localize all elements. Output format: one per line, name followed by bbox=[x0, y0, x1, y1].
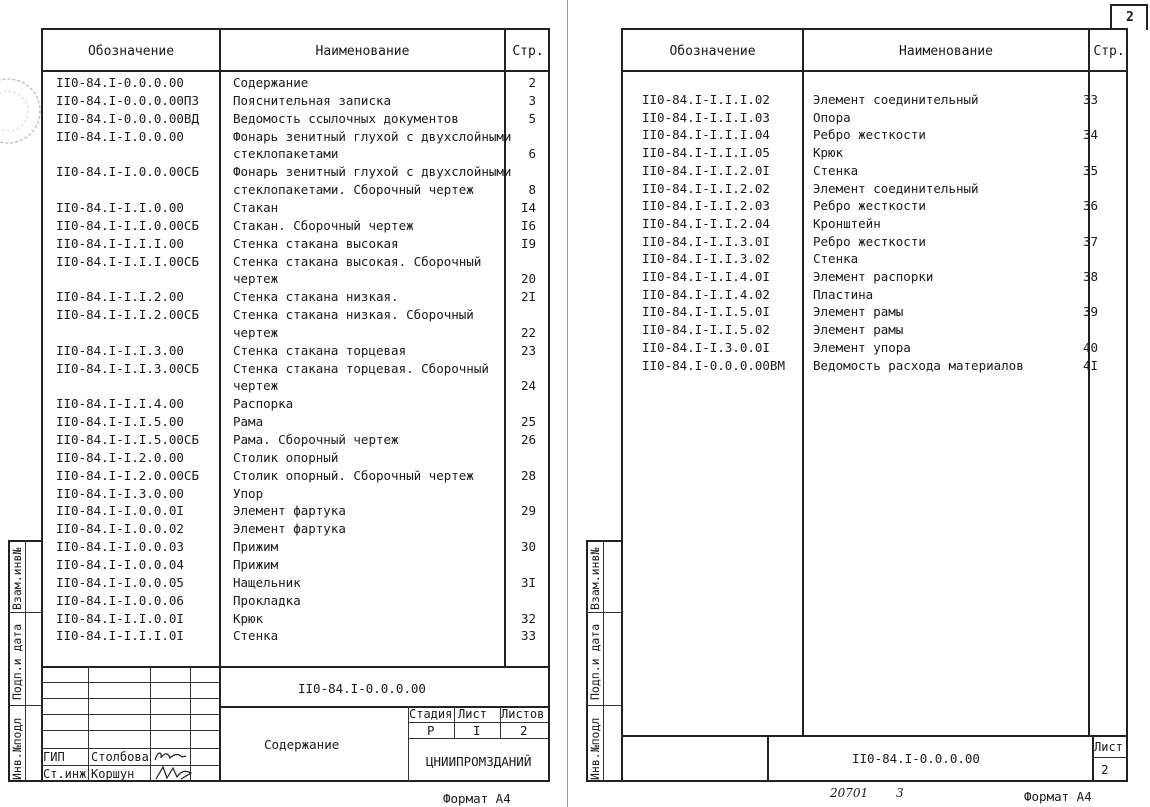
row-name: Стакан bbox=[233, 199, 279, 215]
row-page: 33 bbox=[520, 628, 536, 644]
signature-1 bbox=[152, 749, 188, 764]
row-name: Элемент рамы bbox=[813, 304, 904, 320]
row-page: 25 bbox=[520, 414, 536, 430]
row-code: II0-84.I-I.0.0.03 bbox=[56, 539, 184, 555]
row-name: Упор bbox=[233, 485, 264, 501]
footer-page: 3 bbox=[896, 786, 904, 800]
left-side-divider bbox=[25, 540, 26, 782]
row-name: Рама. Сборочный чертеж bbox=[233, 432, 399, 447]
row-code: II0-84.I-I.I.2.04 bbox=[642, 215, 770, 231]
table-row bbox=[56, 199, 536, 217]
table-row bbox=[56, 92, 536, 110]
row-page: 24 bbox=[520, 378, 536, 394]
row-code: II0-84.I-I.I.I.00СБ bbox=[56, 253, 199, 269]
row-name: Пластина bbox=[813, 286, 874, 302]
footer-number: 20701 bbox=[830, 786, 869, 800]
table-row bbox=[642, 268, 1120, 286]
row-name: Крюк bbox=[813, 145, 844, 161]
row-name: стеклопакетами. Сборочный чертеж bbox=[233, 182, 474, 198]
stamp-role-2: Ст.инж bbox=[43, 767, 87, 781]
row-name: Стенка bbox=[813, 162, 859, 178]
row-name: Фонарь зенитный глухой с двухслойными bbox=[233, 164, 512, 180]
table-row bbox=[56, 235, 536, 253]
table-row bbox=[56, 574, 536, 592]
row-page: 6 bbox=[528, 146, 536, 162]
row-page: 2 bbox=[528, 75, 536, 90]
row-name: Опора bbox=[813, 109, 851, 125]
row-name: Стенка стакана торцевая bbox=[233, 342, 407, 358]
right-side-label-sign: Подп.и дата bbox=[588, 623, 602, 700]
table-row bbox=[56, 342, 536, 360]
table-row bbox=[56, 360, 536, 378]
row-page: I9 bbox=[520, 235, 536, 251]
row-page: 23 bbox=[520, 342, 536, 358]
row-code: II0-84.I-I.0.0.0I bbox=[56, 503, 184, 519]
row-code: II0-84.I-I.I.I.05 bbox=[642, 145, 770, 161]
stamp-person-2: Коршун bbox=[91, 767, 135, 781]
row-name: чертеж bbox=[233, 271, 279, 287]
row-name: Кронштейн bbox=[813, 215, 881, 231]
table-row bbox=[642, 180, 1120, 198]
row-code: II0-84.I-I.I.I.02 bbox=[642, 92, 770, 107]
row-code: II0-84.I-I.I.2.02 bbox=[642, 180, 770, 196]
table-row bbox=[56, 627, 536, 645]
row-code: II0-84.I-0.0.0.00 bbox=[56, 75, 184, 90]
stamp-title: Содержание bbox=[264, 737, 340, 752]
row-code: II0-84.I-I.I.2.03 bbox=[642, 198, 770, 214]
row-code: II0-84.I-I.I.5.00СБ bbox=[56, 432, 199, 447]
stamp-sheets-value: 2 bbox=[520, 723, 528, 738]
table-row bbox=[56, 431, 536, 449]
row-page: 5 bbox=[528, 110, 536, 126]
table-row bbox=[642, 321, 1120, 339]
row-name: стеклопакетами bbox=[233, 146, 339, 162]
left-side-line-2 bbox=[8, 705, 41, 706]
row-code: II0-84.I-I.I.4.00 bbox=[56, 396, 184, 412]
table-row bbox=[56, 217, 536, 235]
row-name: чертеж bbox=[233, 324, 279, 340]
row-page: 33 bbox=[1082, 92, 1098, 107]
row-name: Столик опорный. Сборочный чертеж bbox=[233, 467, 474, 483]
row-page: 22 bbox=[520, 324, 536, 340]
row-name: Стенка стакана низкая. Сборочный bbox=[233, 307, 474, 323]
table-row bbox=[56, 270, 536, 288]
right-side-label-inv: Инв.№подл bbox=[588, 717, 602, 780]
right-side-divider bbox=[603, 540, 604, 782]
table-row bbox=[56, 74, 536, 92]
page-separator bbox=[567, 0, 568, 807]
row-page: 34 bbox=[1082, 127, 1098, 143]
row-code: II0-84.I-I.I.5.02 bbox=[642, 322, 770, 338]
row-page: 29 bbox=[520, 503, 536, 519]
row-name: Прижим bbox=[233, 556, 279, 572]
row-name: Стенка стакана низкая. bbox=[233, 289, 399, 305]
stamp-designation: II0-84.I-0.0.0.00 bbox=[298, 681, 426, 696]
row-code: II0-84.I-I.I.I.00 bbox=[56, 235, 184, 251]
table-row bbox=[642, 109, 1120, 127]
row-name: Стенка стакана торцевая. Сборочный bbox=[233, 360, 489, 376]
row-page: 37 bbox=[1082, 233, 1098, 249]
table-row bbox=[56, 556, 536, 574]
table-row bbox=[642, 215, 1120, 233]
table-row bbox=[642, 233, 1120, 251]
right-stamp-top bbox=[621, 735, 1128, 737]
table-row bbox=[56, 128, 536, 146]
table-row bbox=[56, 324, 536, 342]
right-stamp-sheet-value: 2 bbox=[1101, 762, 1109, 777]
row-page: 3I bbox=[520, 574, 536, 590]
row-page: 40 bbox=[1082, 339, 1098, 355]
row-code: II0-84.I-0.0.0.00ВМ bbox=[642, 357, 785, 373]
table-row bbox=[642, 286, 1120, 304]
table-row bbox=[56, 145, 536, 163]
row-page: 4I bbox=[1082, 357, 1098, 373]
table-row bbox=[56, 306, 536, 324]
table-row bbox=[56, 181, 536, 199]
row-name: Элемент фартука bbox=[233, 521, 346, 537]
table-row bbox=[642, 197, 1120, 215]
stamp-divider-main bbox=[219, 666, 221, 782]
left-side-label-sign: Подп.и дата bbox=[10, 623, 24, 700]
row-code: II0-84.I-I.I.5.0I bbox=[642, 304, 770, 320]
left-header-divider bbox=[41, 70, 550, 72]
table-row bbox=[642, 357, 1120, 375]
right-rows bbox=[642, 91, 1120, 391]
row-code: II0-84.I-I.I.I.04 bbox=[642, 127, 770, 143]
row-code: II0-84.I-I.I.3.00СБ bbox=[56, 360, 199, 376]
row-code: II0-84.I-I.I.2.00 bbox=[56, 289, 184, 305]
left-side-label-inv: Инв.№подл bbox=[10, 717, 24, 780]
right-stamp-divider-1 bbox=[767, 735, 769, 782]
table-row bbox=[56, 395, 536, 413]
row-code: II0-84.I-I.I.3.0I bbox=[642, 233, 770, 249]
left-header-code: Обозначение bbox=[87, 44, 175, 59]
row-code: II0-84.I-0.0.0.00ПЗ bbox=[56, 92, 199, 108]
row-code: II0-84.I-I.2.0.00 bbox=[56, 449, 184, 465]
table-row bbox=[56, 520, 536, 538]
right-side-label-repl: Взам.инв№ bbox=[588, 547, 602, 610]
left-header-page: Стр. bbox=[512, 44, 544, 59]
row-code: II0-84.I-I.I.2.0I bbox=[642, 162, 770, 178]
row-code: II0-84.I-I.0.0.02 bbox=[56, 521, 184, 537]
row-code: II0-84.I-I.2.0.00СБ bbox=[56, 467, 199, 483]
row-name: Ребро жесткости bbox=[813, 233, 926, 249]
row-name: Элемент упора bbox=[813, 339, 911, 355]
row-page: 8 bbox=[528, 182, 536, 198]
table-row bbox=[56, 485, 536, 503]
sig-row-1 bbox=[41, 682, 219, 683]
row-name: Столик опорный bbox=[233, 449, 339, 465]
row-name: Крюк bbox=[233, 610, 264, 626]
row-name: Элемент соединительный bbox=[813, 92, 979, 107]
stamp-sheet-value: I bbox=[473, 723, 481, 738]
row-page: 30 bbox=[520, 539, 536, 555]
stamp-sheet-label: Лист bbox=[458, 707, 487, 721]
row-name: Стенка bbox=[813, 251, 859, 267]
row-page: I6 bbox=[520, 217, 536, 233]
row-page: 28 bbox=[520, 467, 536, 483]
left-side-line-1 bbox=[8, 612, 41, 613]
row-code: II0-84.I-I.I.0.00СБ bbox=[56, 217, 199, 233]
table-row bbox=[642, 250, 1120, 268]
sig-row-3 bbox=[41, 714, 219, 715]
signature-2 bbox=[153, 765, 195, 781]
table-row bbox=[56, 377, 536, 395]
table-row bbox=[642, 126, 1120, 144]
table-row bbox=[642, 162, 1120, 180]
row-name: Элемент фартука bbox=[233, 503, 346, 519]
row-code: II0-84.I-I.I.0.0I bbox=[56, 610, 184, 626]
row-page: 38 bbox=[1082, 269, 1098, 284]
right-side-line-1 bbox=[586, 612, 621, 613]
table-row bbox=[56, 163, 536, 181]
row-name: Содержание bbox=[233, 75, 309, 90]
row-code: II0-84.I-I.I.5.00 bbox=[56, 414, 184, 430]
row-name: Стенка bbox=[233, 628, 279, 644]
row-page: 36 bbox=[1082, 198, 1098, 214]
sig-row-4 bbox=[41, 730, 219, 731]
row-name: Элемент распорки bbox=[813, 269, 934, 284]
stamp-top bbox=[41, 666, 550, 668]
table-row bbox=[56, 610, 536, 628]
row-name: чертеж bbox=[233, 378, 279, 394]
left-header-name: Наименование bbox=[315, 44, 410, 59]
seal-stamp-icon bbox=[0, 66, 42, 156]
row-page: 32 bbox=[520, 610, 536, 626]
row-name: Нащельник bbox=[233, 574, 301, 590]
row-page: 39 bbox=[1082, 304, 1098, 320]
row-name: Фонарь зенитный глухой с двухслойными bbox=[233, 128, 512, 144]
row-name: Пояснительная записка bbox=[233, 92, 392, 108]
row-code: II0-84.I-I.0.0.00СБ bbox=[56, 164, 199, 180]
right-stamp-sheet-line bbox=[1092, 757, 1128, 758]
right-header-page: Стр. bbox=[1093, 44, 1125, 59]
stamp-sheets-label: Листов bbox=[501, 707, 545, 721]
table-row bbox=[56, 288, 536, 306]
row-code: II0-84.I-I.0.0.00 bbox=[56, 128, 184, 144]
table-row bbox=[56, 592, 536, 610]
row-name: Стенка стакана высокая. Сборочный bbox=[233, 253, 482, 269]
row-name: Стенка стакана высокая bbox=[233, 235, 399, 251]
table-row bbox=[642, 91, 1120, 109]
row-code: II0-84.I-I.I.I.03 bbox=[642, 109, 770, 125]
table-row bbox=[56, 253, 536, 271]
table-row bbox=[642, 144, 1120, 162]
table-row bbox=[56, 467, 536, 485]
row-name: Элемент рамы bbox=[813, 322, 904, 338]
row-page: 26 bbox=[520, 432, 536, 447]
table-row bbox=[56, 413, 536, 431]
table-row bbox=[56, 538, 536, 556]
left-format: Формат А4 bbox=[443, 791, 511, 806]
row-code: II0-84.I-I.3.0.00 bbox=[56, 485, 184, 501]
stamp-stage-value: Р bbox=[427, 723, 435, 738]
stamp-stage-line-2 bbox=[408, 738, 550, 739]
right-stamp-sheet-label: Лист bbox=[1094, 740, 1123, 754]
sig-row-2 bbox=[41, 698, 219, 699]
right-header-code: Обозначение bbox=[669, 44, 756, 59]
stamp-person-1: Столбова bbox=[91, 750, 149, 764]
table-row bbox=[56, 449, 536, 467]
row-code: II0-84.I-I.I.4.0I bbox=[642, 269, 770, 284]
left-side-label-repl: Взам.инв№ bbox=[10, 547, 24, 610]
row-code: II0-84.I-0.0.0.00ВД bbox=[56, 110, 199, 126]
row-name: Ребро жесткости bbox=[813, 198, 926, 214]
row-code: II0-84.I-I.I.0.00 bbox=[56, 199, 184, 215]
row-code: II0-84.I-I.I.4.02 bbox=[642, 286, 770, 302]
sig-row-5 bbox=[41, 748, 219, 749]
table-row bbox=[642, 339, 1120, 357]
right-side-line-2 bbox=[586, 705, 621, 706]
row-name: Рама bbox=[233, 414, 264, 430]
row-name: Прижим bbox=[233, 539, 279, 555]
row-code: II0-84.I-I.I.I.0I bbox=[56, 628, 184, 644]
row-name: Стакан. Сборочный чертеж bbox=[233, 217, 414, 233]
row-name: Прокладка bbox=[233, 592, 301, 608]
row-page: 20 bbox=[520, 271, 536, 287]
right-header-divider bbox=[621, 70, 1128, 72]
table-row bbox=[56, 110, 536, 128]
row-code: II0-84.I-I.0.0.05 bbox=[56, 574, 184, 590]
row-page: 35 bbox=[1082, 162, 1098, 178]
row-code: II0-84.I-I.I.3.02 bbox=[642, 251, 770, 267]
row-code: II0-84.I-I.3.0.0I bbox=[642, 339, 770, 355]
row-page: 2I bbox=[520, 289, 536, 305]
stamp-organization: ЦНИИПРОМЗДАНИЙ bbox=[426, 754, 532, 769]
row-name: Ведомость расхода материалов bbox=[813, 357, 1024, 373]
left-rows bbox=[56, 74, 536, 664]
stamp-role-1: ГИП bbox=[43, 750, 65, 764]
row-code: II0-84.I-I.0.0.04 bbox=[56, 556, 184, 572]
row-page: 3 bbox=[528, 92, 536, 108]
row-code: II0-84.I-I.I.2.00СБ bbox=[56, 307, 199, 323]
row-code: II0-84.I-I.I.3.00 bbox=[56, 342, 184, 358]
row-code: II0-84.I-I.0.0.06 bbox=[56, 592, 184, 608]
row-page: I4 bbox=[520, 199, 536, 215]
stamp-stage-label: Стадия bbox=[409, 707, 453, 721]
right-format: Формат А4 bbox=[1024, 789, 1092, 804]
row-name: Элемент соединительный bbox=[813, 180, 979, 196]
row-name: Ведомость ссылочных документов bbox=[233, 110, 459, 126]
row-name: Ребро жесткости bbox=[813, 127, 926, 143]
table-row bbox=[642, 303, 1120, 321]
right-header-name: Наименование bbox=[899, 44, 993, 59]
row-name: Распорка bbox=[233, 396, 294, 412]
page-number: 2 bbox=[1126, 10, 1134, 25]
table-row bbox=[56, 502, 536, 520]
right-stamp-designation: II0-84.I-0.0.0.00 bbox=[852, 751, 980, 766]
